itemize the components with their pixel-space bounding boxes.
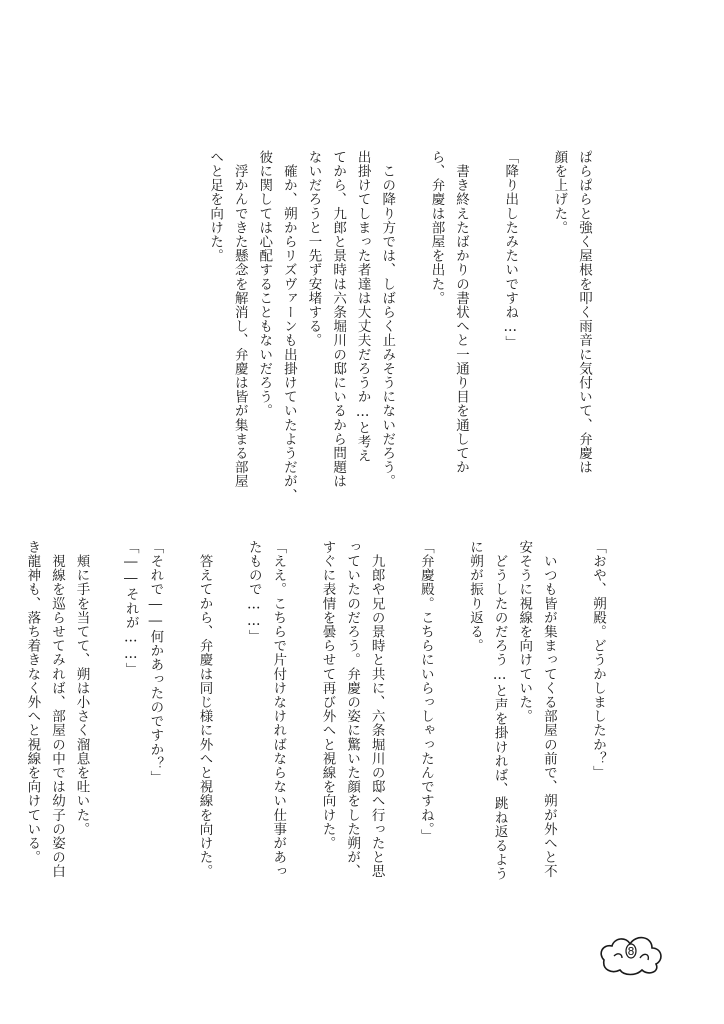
text-line: てから、九郎と景時は六条堀川の邸にいるから問題は bbox=[330, 150, 347, 489]
text-line: き龍神も、落ち着きなく外へと視線を向けている。 bbox=[24, 540, 41, 865]
text-line: 「弁慶殿。こちらにいらっしゃったんですね。」 bbox=[417, 540, 434, 844]
text-line bbox=[438, 540, 463, 900]
text-line: 確か、朔からリズヴァーンも出掛けていたようだが、 bbox=[280, 150, 297, 503]
text-block-top bbox=[203, 150, 597, 510]
text-line: 「――それが……」 bbox=[122, 540, 139, 677]
text-line: いつも皆が集まってくる部屋の前で、朔が外へと不 bbox=[540, 540, 557, 879]
page-number-emblem bbox=[596, 930, 666, 978]
text-line: 九郎や兄の景時と共に、六条堀川の邸へ行ったと思 bbox=[368, 540, 385, 879]
text-line bbox=[399, 150, 424, 510]
text-line: へと足を向けた。 bbox=[207, 150, 224, 263]
text-line bbox=[94, 540, 119, 900]
text-line: 顔を上げた。 bbox=[551, 150, 568, 235]
text-line: っていたのだろう。弁慶の姿に驚いた顔をした朔が、 bbox=[344, 540, 361, 879]
text-line: 書き終えたばかりの書状へと一通り目を通してか bbox=[453, 150, 470, 475]
text-line: 浮かんできた懸念を解消し、弁慶は皆が集まる部屋 bbox=[231, 150, 248, 489]
page-number: 8 bbox=[627, 945, 635, 958]
text-line: 安そうに視線を向けていた。 bbox=[516, 540, 533, 724]
text-line: すぐに表情を曇らせて再び外へと視線を向けた。 bbox=[319, 540, 336, 851]
text-line: 「降り出したみたいですね…」 bbox=[502, 150, 519, 350]
text-line: この降り方では、しばらく止みそうにないだろう。 bbox=[379, 150, 396, 489]
text-line: 「それで――何かあったのですか？」 bbox=[147, 540, 164, 785]
text-line bbox=[561, 540, 586, 900]
text-line: 頬に手を当てて、朔は小さく溜息を吐いた。 bbox=[73, 540, 90, 837]
text-line bbox=[290, 540, 315, 900]
text-line bbox=[389, 540, 414, 900]
text-line bbox=[217, 540, 242, 900]
text-line: 出掛けてしまった者達は大丈夫だろうか…と考え bbox=[354, 150, 371, 463]
text-line: に朔が振り返る。 bbox=[467, 540, 484, 653]
text-line: 「おや、朔殿。どうかしましたか？」 bbox=[590, 540, 606, 780]
text-line: どうしたのだろう…と声を掛ければ、跳ね返るよう bbox=[491, 540, 508, 881]
text-line bbox=[167, 540, 192, 900]
text-line: たもので……」 bbox=[245, 540, 262, 644]
text-line: 「ええ。こちらで片付けなければならない仕事があっ bbox=[270, 540, 287, 879]
text-line: ないだろうと一先ず安堵する。 bbox=[305, 150, 322, 348]
text-line: ら、弁慶は部屋を出た。 bbox=[428, 150, 445, 306]
text-line: ぱらぱらと強く屋根を叩く雨音に気付いて、弁慶は bbox=[576, 150, 592, 475]
text-line: 答えてから、弁慶は同じ様に外へと視線を向けた。 bbox=[196, 540, 213, 879]
text-line: 視線を巡らせてみれば、部屋の中では幼子の姿の白 bbox=[48, 540, 65, 879]
text-line bbox=[473, 150, 498, 510]
text-line: 彼に関しては心配することもないだろう。 bbox=[256, 150, 273, 418]
text-block-bottom bbox=[20, 540, 610, 900]
text-line bbox=[522, 150, 547, 510]
